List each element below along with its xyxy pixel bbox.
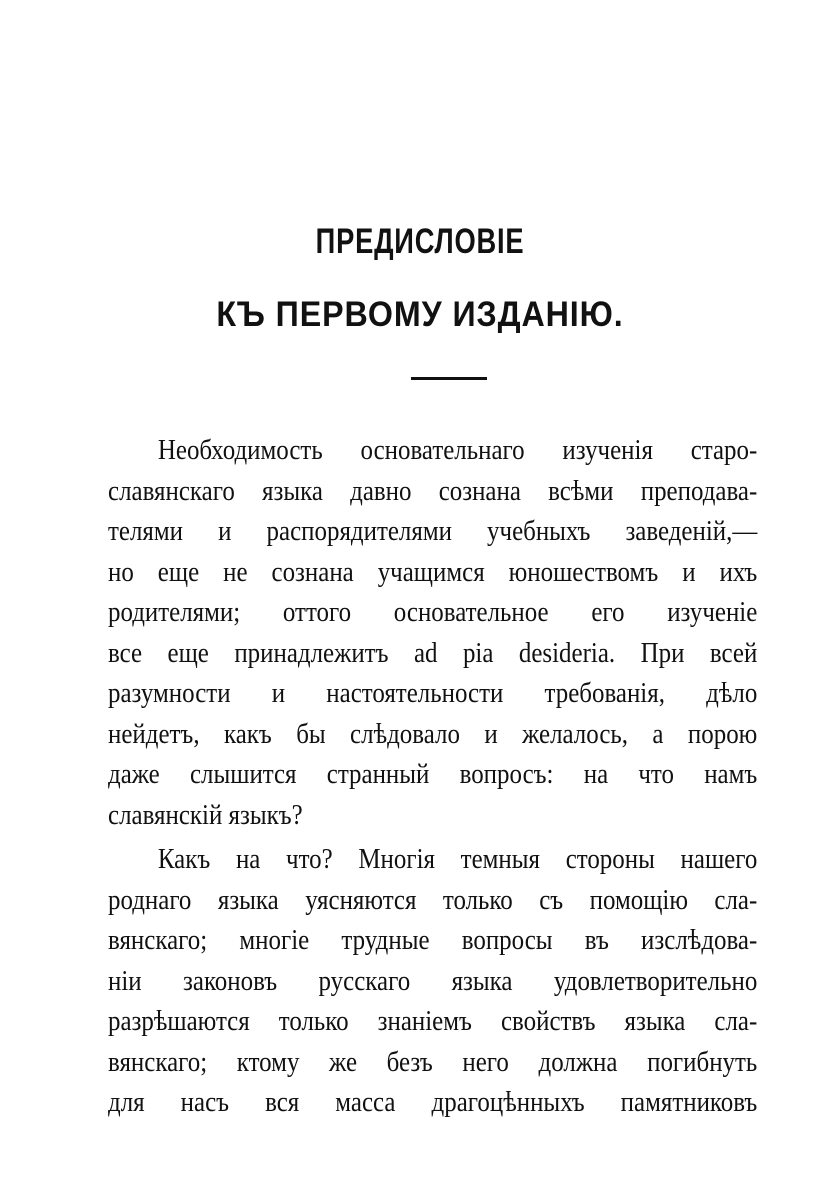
- text-line: даже слышится странный вопросъ: на что намъ: [108, 758, 758, 790]
- text-line: но еще не сознана учащимся юношествомъ и ихъ: [108, 555, 758, 588]
- text-line: славянскаго языка давно сознана всѣми преподава-: [108, 474, 758, 507]
- text-line: вянскаго; многіе трудные вопросы въ изслѣдова-: [108, 924, 758, 956]
- text-line: Необходимость основательнаго изученія старо-: [157, 434, 758, 466]
- text-line: славянскій языкъ?: [108, 798, 303, 831]
- page-subtitle: КЪ ПЕРВОМУ ИЗДАНІЮ.: [216, 295, 624, 334]
- text-line: ніи законовъ русскаго языка удовлетворительно: [108, 964, 758, 997]
- title-rule-divider: [411, 377, 487, 380]
- text-line: родителями; оттого основательное его изученіе: [108, 596, 758, 628]
- text-line: телями и распорядителями учебныхъ заведеній,—: [108, 515, 758, 547]
- text-line: роднаго языка уясняются только съ помощію сла-: [108, 883, 758, 916]
- text-line: разрѣшаются только знаніемъ свойствъ языка сла-: [108, 1005, 758, 1037]
- text-line: Какъ на что? Многія темныя стороны нашего: [157, 843, 758, 875]
- text-line: нейдетъ, какъ бы слѣдовало и желалось, а порою: [108, 717, 758, 750]
- paragraph-1: [108, 430, 778, 835]
- text-line: вянскаго; ктому же безъ него должна погибнуть: [108, 1045, 758, 1078]
- text-line: все еще принадлежитъ ad pia desideria. При всей: [108, 636, 758, 669]
- text-line: для насъ вся масса драгоцѣнныхъ памятниковъ: [108, 1086, 758, 1118]
- preface-body: [108, 430, 778, 1123]
- page-title: ПРЕДИСЛОВІЕ: [315, 222, 525, 261]
- text-line: разумности и настоятельности требованія, дѣло: [108, 677, 758, 709]
- paragraph-2: [108, 839, 778, 1123]
